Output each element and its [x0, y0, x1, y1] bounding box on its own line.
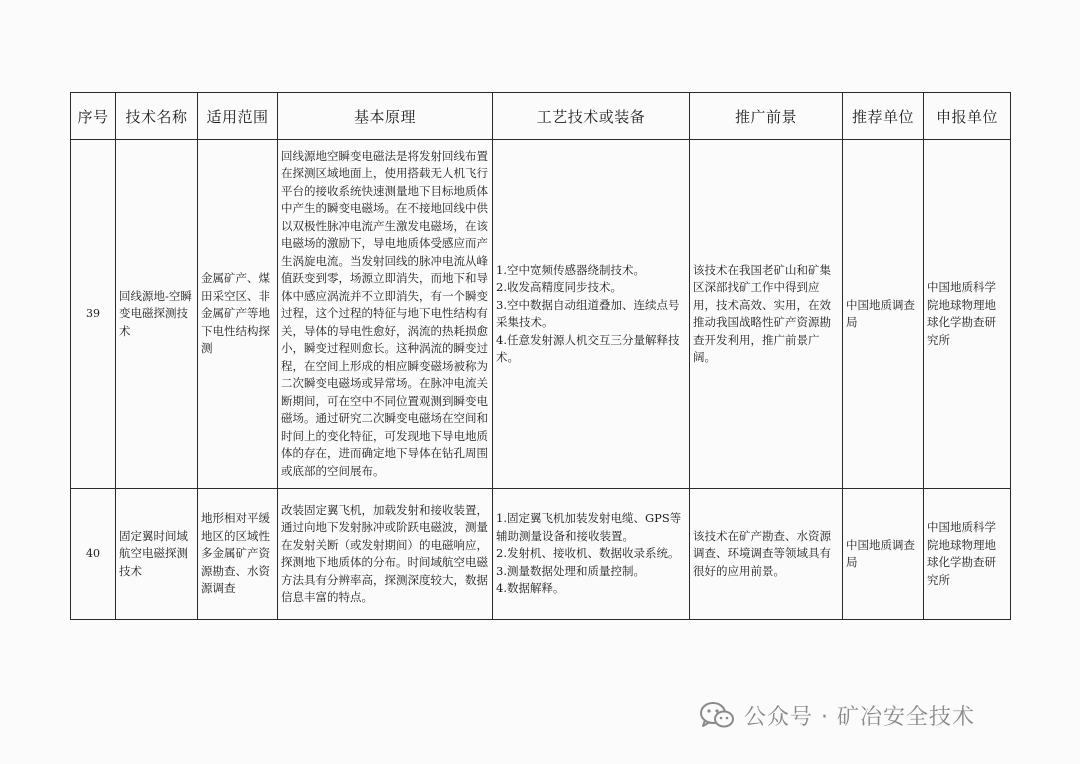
row-principle: 回线源地空瞬变电磁法是将发射回线布置在探测区域地面上，使用搭载无人机飞行平台的接收系统快速测量地下目标地质体中产生的瞬变电磁场。在不接地回线中供以双极性脉冲电流产生激发电磁场，在该电磁场的激励下，导电地质体受感应而产生涡旋电流。当发射回线的脉冲电流从峰值跃变到零，场源立即消失，而地下和导体中感应涡流并不立即消失，有一个瞬变过程，这个过程的特征与地下电性结构有关，导体的导电性愈好，涡流的热耗损愈小，瞬变过程则愈长。这种涡流的瞬变过程，在空间上形成的相应瞬变磁场被称为二次瞬变电磁场或异常场。在脉冲电流关断期间，可在空中不同位置观测到瞬变电磁场。通过研究二次瞬变电磁场在空间和时间上的变化特征，可发现地下导电地质体的存在，进而确定地下导体在钻孔周围或底部的空间展布。 — [278, 140, 493, 489]
row-recommender: 中国地质调查局 — [843, 140, 924, 489]
header-principle: 基本原理 — [278, 93, 493, 140]
table-row — [71, 489, 1011, 620]
row-tech-name: 固定翼时间域航空电磁探测技术 — [116, 489, 198, 620]
process-item: 2.收发高精度同步技术。 — [496, 280, 622, 294]
row-seq: 40 — [71, 489, 116, 620]
header-seq: 序号 — [71, 93, 116, 140]
watermark — [700, 700, 975, 731]
row-process — [493, 140, 690, 489]
table-header-row — [71, 93, 1011, 140]
table-row — [71, 140, 1011, 489]
row-process — [493, 489, 690, 620]
row-applicant: 中国地质科学院地球物理地球化学勘查研究所 — [924, 489, 1011, 620]
row-applicant: 中国地质科学院地球物理地球化学勘查研究所 — [924, 140, 1011, 489]
process-item: 4.数据解释。 — [496, 581, 565, 596]
row-recommender: 中国地质调查局 — [843, 489, 924, 620]
header-recommender: 推荐单位 — [843, 93, 924, 140]
process-item: 4.任意发射源人机交互三分量解释技术。 — [496, 332, 680, 364]
row-scope: 金属矿产、煤田采空区、非金属矿产等地下电性结构探测 — [198, 140, 278, 489]
header-prospect: 推广前景 — [690, 93, 843, 140]
process-item: 3.测量数据处理和质量控制。 — [496, 563, 645, 578]
row-prospect: 该技术在矿产勘查、水资源调查、环境调查等领域具有很好的应用前景。 — [690, 489, 843, 620]
row-seq: 39 — [71, 140, 116, 489]
row-tech-name: 回线源地-空瞬变电磁探测技术 — [116, 140, 198, 489]
process-item: 1.空中宽频传感器绕制技术。 — [496, 262, 645, 277]
header-scope: 适用范围 — [198, 93, 278, 140]
header-process: 工艺技术或装备 — [493, 93, 690, 140]
technology-table — [70, 92, 1011, 620]
row-principle: 改装固定翼飞机，加载发射和接收装置，通过向地下发射脉冲或阶跃电磁波，测量在发射关断（或发射期间）的电磁响应，探测地下地质体的分布。时间域航空电磁方法具有分辨率高，探测深度较大，数据信息丰富的特点。 — [278, 489, 493, 620]
row-scope: 地形相对平缓地区的区域性多金属矿产资源勘查、水资源调查 — [198, 489, 278, 620]
process-item: 2.发射机、接收机、数据收录系统。 — [496, 546, 680, 561]
header-name: 技术名称 — [116, 93, 198, 140]
wechat-icon — [700, 702, 734, 730]
watermark-text: 公众号 · 矿冶安全技术 — [744, 705, 975, 730]
process-item: 3.空中数据自动组道叠加、连续点号采集技术。 — [496, 297, 680, 329]
row-prospect: 该技术在我国老矿山和矿集区深部找矿工作中得到应用，技术高效、实用，在效推动我国战略性矿产资源勘查开发利用，推广前景广阔。 — [690, 140, 843, 489]
process-item: 1.固定翼飞机加装发射电缆、GPS等辅助测量设备和接收装置。 — [496, 511, 682, 543]
header-applicant: 申报单位 — [924, 93, 1011, 140]
